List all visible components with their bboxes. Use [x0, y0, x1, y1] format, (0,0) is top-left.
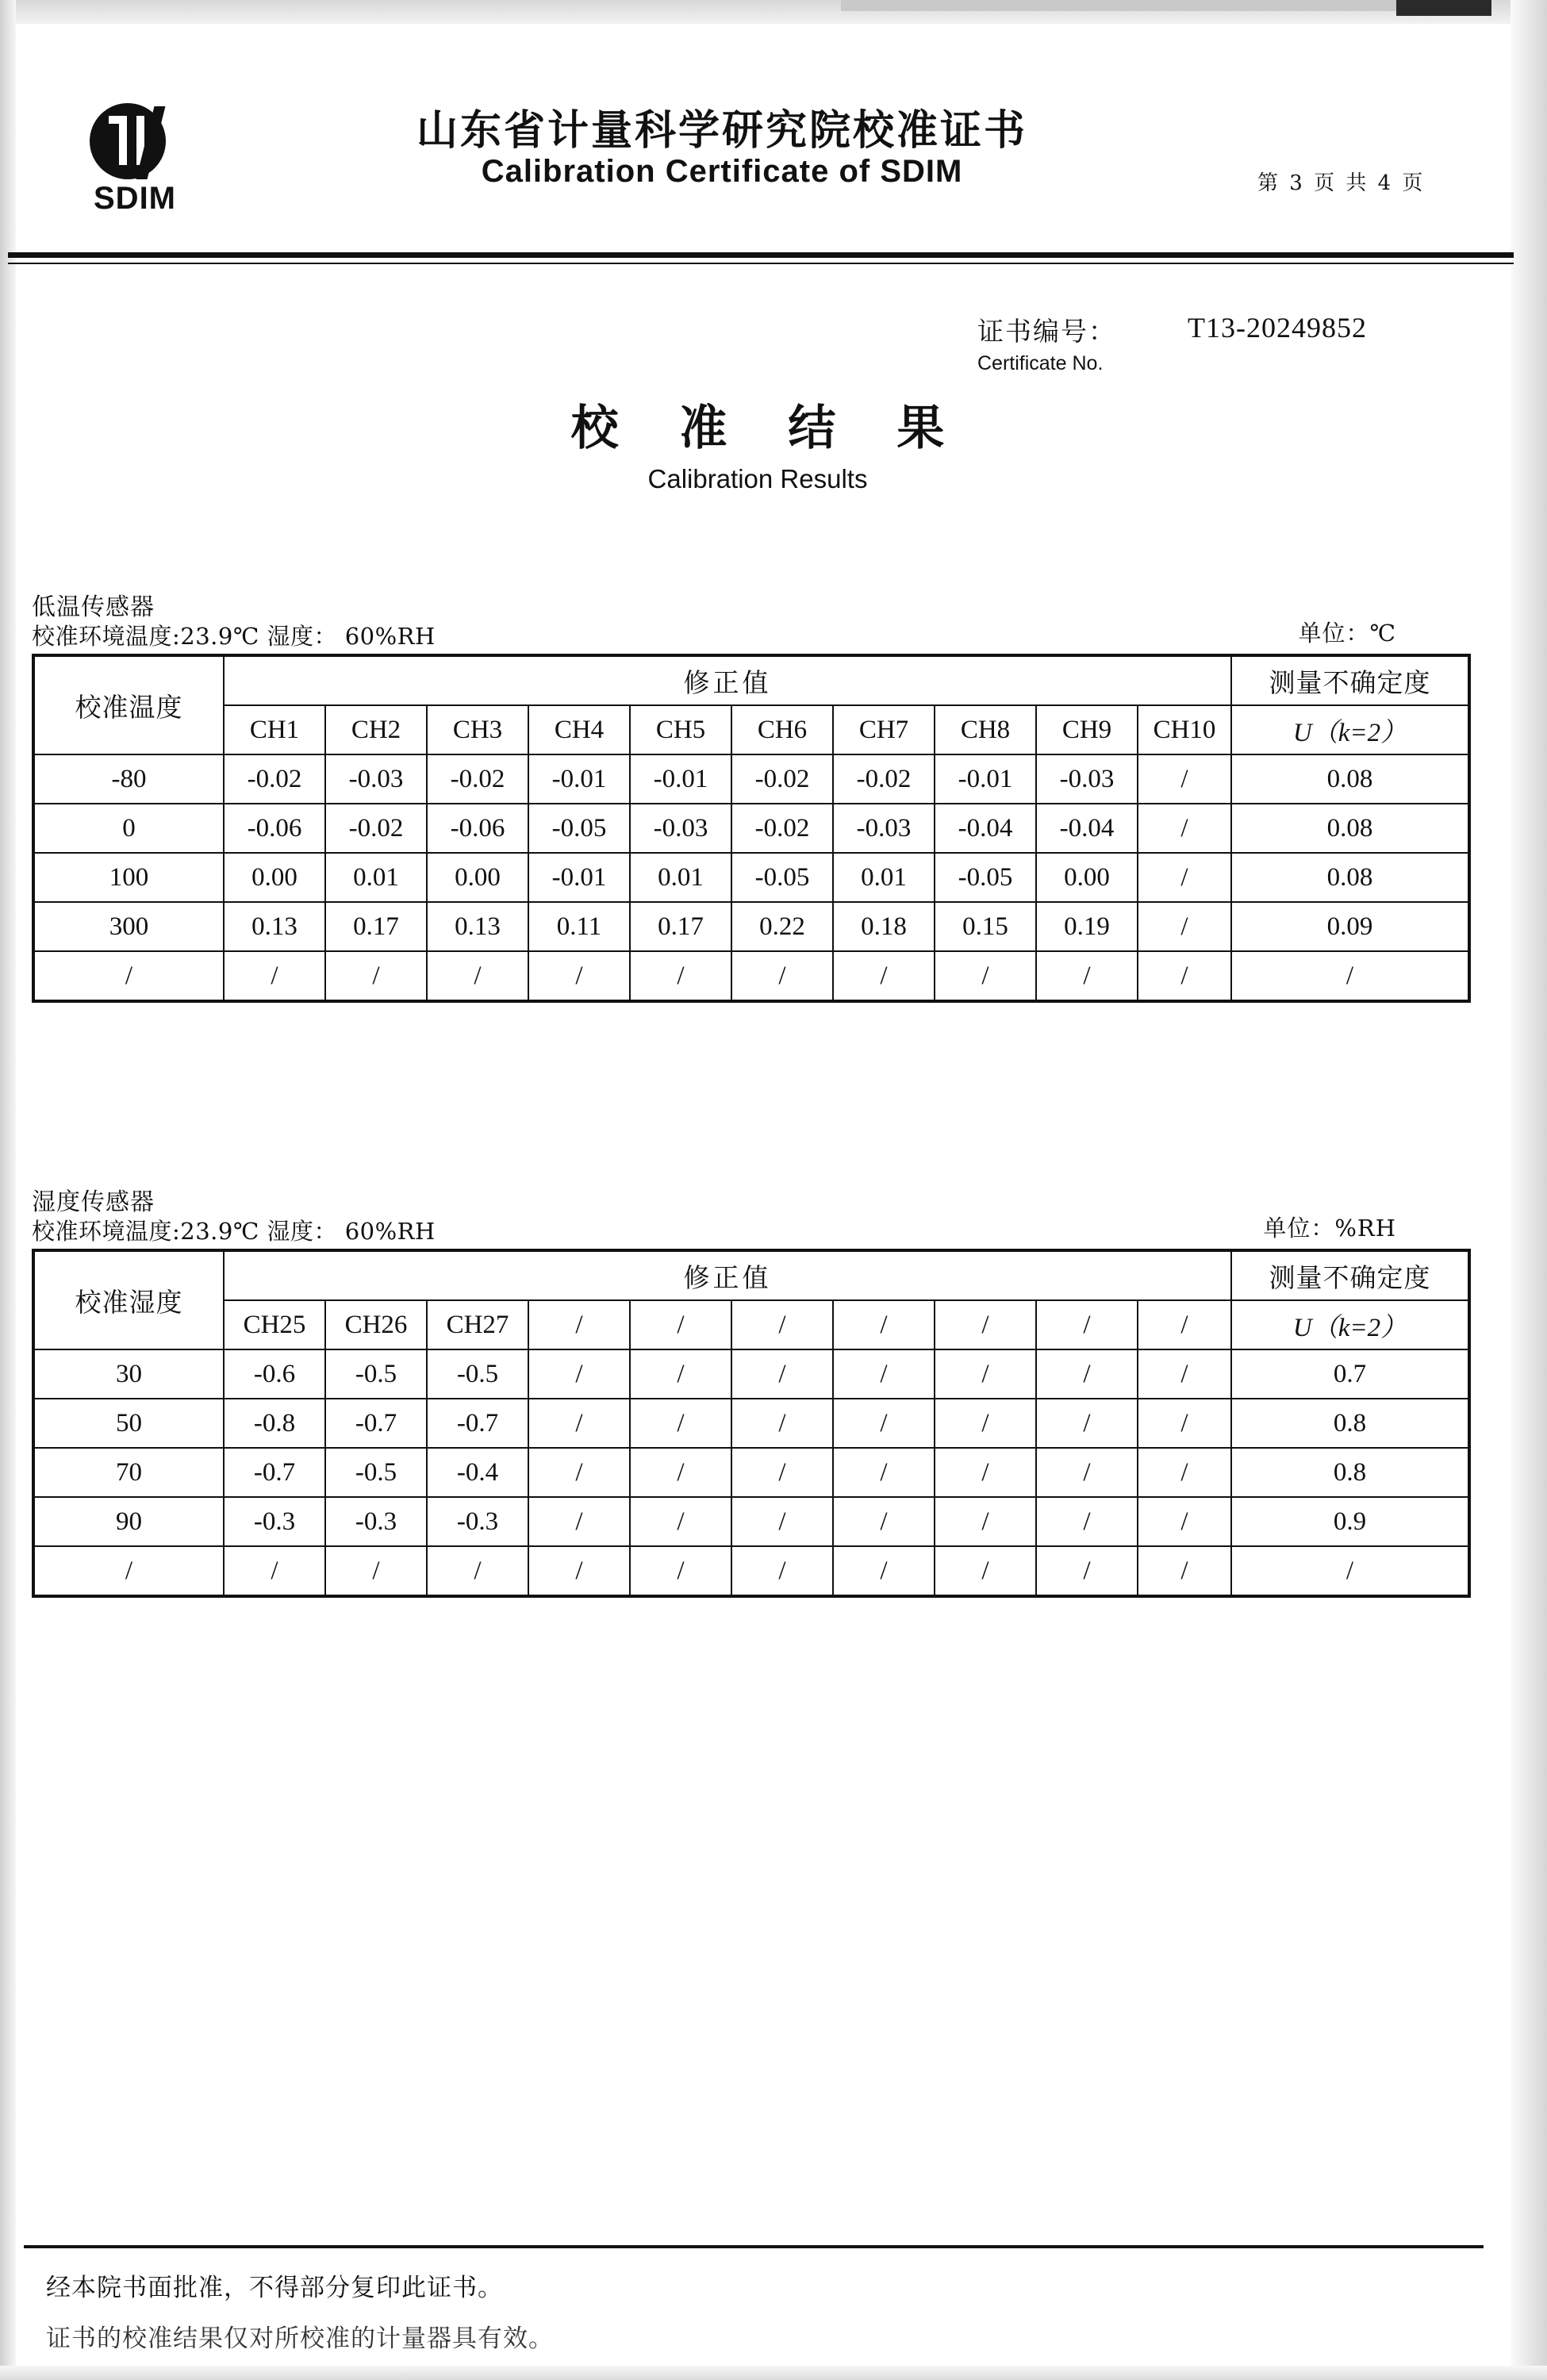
cell-value: -0.04 [935, 804, 1036, 853]
cell-uncertainty: 0.8 [1231, 1448, 1469, 1497]
scan-artifact-grey [841, 0, 1396, 11]
cell-value: / [1138, 902, 1231, 951]
scan-edge-left [0, 0, 16, 2380]
logo-text: SDIM [94, 181, 176, 216]
channel-header: / [833, 1300, 935, 1349]
scan-edge-right [1511, 0, 1547, 2380]
scan-artifact-dark [1396, 0, 1491, 16]
paper-sheet [14, 22, 1523, 2370]
cell-value: / [935, 1448, 1036, 1497]
cell-value: / [630, 1448, 731, 1497]
cell-value: / [935, 1497, 1036, 1546]
sdim-logo [67, 103, 202, 214]
table-row [33, 951, 1469, 1001]
cell-value: / [528, 1448, 630, 1497]
cell-value: -0.06 [224, 804, 325, 853]
cell-uncertainty: / [1231, 951, 1469, 1001]
cell-value: 0.11 [528, 902, 630, 951]
cell-value: -0.06 [427, 804, 528, 853]
cell-value: 0.00 [427, 853, 528, 902]
unit-label: 单位：%RH [1263, 1215, 1396, 1242]
cell-value: 0.18 [833, 902, 935, 951]
cell-value: -0.3 [325, 1497, 427, 1546]
channel-header: CH4 [528, 705, 630, 754]
cell-value: -0.03 [325, 754, 427, 804]
cell-value: / [833, 951, 935, 1001]
cell-value: / [833, 1497, 935, 1546]
cell-value: -0.05 [528, 804, 630, 853]
cell-value: / [427, 951, 528, 1001]
cell-value: -0.5 [325, 1349, 427, 1399]
cell-value: 0.01 [325, 853, 427, 902]
cell-value: -0.05 [731, 853, 833, 902]
uncertainty-symbol: U（k=2） [1231, 1300, 1469, 1349]
cell-value: / [630, 1399, 731, 1448]
channel-header: CH6 [731, 705, 833, 754]
channel-header: / [731, 1300, 833, 1349]
cell-value: -0.02 [731, 754, 833, 804]
cell-value: -0.5 [325, 1448, 427, 1497]
cell-value: 0.17 [325, 902, 427, 951]
table-header-row [33, 1250, 1469, 1300]
channel-header: / [1138, 1300, 1231, 1349]
cell-value: -0.02 [224, 754, 325, 804]
page-title-en: Calibration Certificate of SDIM [481, 154, 963, 189]
row-label: 90 [33, 1497, 224, 1546]
cell-value: / [731, 951, 833, 1001]
cell-value: / [731, 1546, 833, 1596]
cell-value: / [833, 1546, 935, 1596]
cell-value: / [528, 951, 630, 1001]
channel-header: CH26 [325, 1300, 427, 1349]
cell-value: -0.04 [1036, 804, 1138, 853]
col-header-correction-group: 修正值 [224, 655, 1231, 705]
cell-uncertainty: 0.8 [1231, 1399, 1469, 1448]
channel-header: CH25 [224, 1300, 325, 1349]
table-subheader-row [33, 705, 1469, 754]
uncertainty-symbol: U（k=2） [1231, 705, 1469, 754]
cell-value: / [1138, 754, 1231, 804]
sensor-type-label: 低温传感器 [32, 593, 155, 621]
cell-value: / [528, 1399, 630, 1448]
col-header-correction-group: 修正值 [224, 1250, 1231, 1300]
channel-header: CH7 [833, 705, 935, 754]
channel-header: CH1 [224, 705, 325, 754]
cell-value: -0.02 [833, 754, 935, 804]
cell-value: -0.02 [427, 754, 528, 804]
cell-value: / [325, 951, 427, 1001]
table-row [33, 1546, 1469, 1596]
cell-value: / [528, 1497, 630, 1546]
cell-value: / [935, 1349, 1036, 1399]
row-label: / [33, 1546, 224, 1596]
cell-value: / [630, 1497, 731, 1546]
scan-edge-bottom [0, 2366, 1547, 2380]
col-header-uncertainty: 测量不确定度 [1231, 1250, 1469, 1300]
certificate-no-label-cn: 证书编号： [977, 316, 1116, 347]
col-header-calibration-temperature: 校准温度 [33, 655, 224, 754]
header-rule-thin [8, 263, 1514, 264]
cell-value: 0.01 [833, 853, 935, 902]
cell-value: 0.22 [731, 902, 833, 951]
cell-uncertainty: 0.09 [1231, 902, 1469, 951]
table-header-row [33, 655, 1469, 705]
channel-header: CH3 [427, 705, 528, 754]
sensor-type-label: 湿度传感器 [32, 1188, 155, 1216]
table-subheader-row [33, 1300, 1469, 1349]
cell-value: / [1036, 1448, 1138, 1497]
table-row [33, 754, 1469, 804]
cell-value: -0.3 [224, 1497, 325, 1546]
channel-header: CH8 [935, 705, 1036, 754]
cell-value: / [935, 951, 1036, 1001]
cell-value: / [1036, 1546, 1138, 1596]
unit-label: 单位：℃ [1298, 620, 1396, 647]
col-header-uncertainty: 测量不确定度 [1231, 655, 1469, 705]
row-label: 100 [33, 853, 224, 902]
cell-value: / [630, 1546, 731, 1596]
channel-header: / [1036, 1300, 1138, 1349]
cell-value: -0.3 [427, 1497, 528, 1546]
cell-value: -0.02 [325, 804, 427, 853]
cell-value: / [1138, 1546, 1231, 1596]
row-label: -80 [33, 754, 224, 804]
page-indicator: 第 3 页 共 4 页 [1257, 171, 1426, 195]
channel-header: / [935, 1300, 1036, 1349]
cell-value: / [630, 951, 731, 1001]
cell-value: / [325, 1546, 427, 1596]
cell-value: 0.17 [630, 902, 731, 951]
section-heading-cn: 校 准 结 果 [570, 401, 967, 456]
cell-value: / [731, 1349, 833, 1399]
cell-value: -0.01 [528, 853, 630, 902]
cell-value: -0.01 [528, 754, 630, 804]
calibration-table-humidity [32, 1249, 1471, 1598]
cell-uncertainty: 0.08 [1231, 804, 1469, 853]
cell-value: 0.13 [427, 902, 528, 951]
table-row [33, 804, 1469, 853]
cell-value: / [1138, 951, 1231, 1001]
cell-value: / [935, 1399, 1036, 1448]
col-header-calibration-humidity: 校准湿度 [33, 1250, 224, 1349]
cell-value: / [1036, 1497, 1138, 1546]
table-row [33, 1448, 1469, 1497]
cell-uncertainty: / [1231, 1546, 1469, 1596]
cell-value: -0.03 [1036, 754, 1138, 804]
cell-value: / [1138, 1497, 1231, 1546]
cell-value: -0.7 [427, 1399, 528, 1448]
cell-uncertainty: 0.9 [1231, 1497, 1469, 1546]
cell-value: / [935, 1546, 1036, 1596]
cell-value: / [833, 1399, 935, 1448]
cell-value: -0.01 [935, 754, 1036, 804]
cell-value: / [1138, 1349, 1231, 1399]
cell-value: 0.15 [935, 902, 1036, 951]
cell-value: / [1036, 1399, 1138, 1448]
row-label: 0 [33, 804, 224, 853]
cell-value: -0.7 [224, 1448, 325, 1497]
cell-value: 0.00 [1036, 853, 1138, 902]
cell-value: -0.6 [224, 1349, 325, 1399]
certificate-header [32, 87, 1515, 246]
row-label: / [33, 951, 224, 1001]
cell-value: / [528, 1349, 630, 1399]
cell-uncertainty: 0.7 [1231, 1349, 1469, 1399]
channel-header: CH27 [427, 1300, 528, 1349]
table-row [33, 1399, 1469, 1448]
section-heading-en: Calibration Results [647, 464, 868, 493]
cell-value: / [1036, 1349, 1138, 1399]
cell-value: 0.01 [630, 853, 731, 902]
cell-value: / [1036, 951, 1138, 1001]
cell-value: / [731, 1399, 833, 1448]
cell-value: / [224, 1546, 325, 1596]
environment-conditions: 校准环境温度:23.9℃ 湿度： 60%RH [32, 623, 436, 650]
cell-value: / [833, 1349, 935, 1399]
cell-value: 0.19 [1036, 902, 1138, 951]
cell-value: -0.03 [833, 804, 935, 853]
table-row [33, 1497, 1469, 1546]
table-row [33, 902, 1469, 951]
footer-note-2: 证书的校准结果仅对所校准的计量器具有效。 [46, 2324, 554, 2353]
cell-value: / [630, 1349, 731, 1399]
page-title-cn: 山东省计量科学研究院校准证书 [416, 106, 1027, 155]
cell-value: -0.03 [630, 804, 731, 853]
footer-note-1: 经本院书面批准，不得部分复印此证书。 [46, 2274, 503, 2302]
cell-value: / [224, 951, 325, 1001]
calibration-table-temperature [32, 654, 1471, 1003]
cell-uncertainty: 0.08 [1231, 754, 1469, 804]
channel-header: CH5 [630, 705, 731, 754]
cell-value: / [731, 1497, 833, 1546]
cell-uncertainty: 0.08 [1231, 853, 1469, 902]
cell-value: -0.8 [224, 1399, 325, 1448]
table-row [33, 853, 1469, 902]
certificate-no-label-en: Certificate No. [977, 352, 1104, 374]
cell-value: / [1138, 1399, 1231, 1448]
channel-header: CH2 [325, 705, 427, 754]
cell-value: -0.01 [630, 754, 731, 804]
row-label: 50 [33, 1399, 224, 1448]
row-label: 70 [33, 1448, 224, 1497]
cell-value: / [1138, 853, 1231, 902]
cell-value: -0.5 [427, 1349, 528, 1399]
channel-header: CH10 [1138, 705, 1231, 754]
header-rule-thick [8, 252, 1514, 258]
channel-header: / [528, 1300, 630, 1349]
cell-value: / [1138, 1448, 1231, 1497]
row-label: 30 [33, 1349, 224, 1399]
certificate-no-value: T13-20249852 [1188, 312, 1367, 344]
channel-header: CH9 [1036, 705, 1138, 754]
table-row [33, 1349, 1469, 1399]
cell-value: / [528, 1546, 630, 1596]
cell-value: -0.05 [935, 853, 1036, 902]
cell-value: -0.02 [731, 804, 833, 853]
cell-value: / [1138, 804, 1231, 853]
cell-value: / [427, 1546, 528, 1596]
channel-header: / [630, 1300, 731, 1349]
cell-value: / [833, 1448, 935, 1497]
cell-value: 0.00 [224, 853, 325, 902]
cell-value: / [731, 1448, 833, 1497]
environment-conditions: 校准环境温度:23.9℃ 湿度： 60%RH [32, 1218, 436, 1245]
row-label: 300 [33, 902, 224, 951]
cell-value: 0.13 [224, 902, 325, 951]
cell-value: -0.7 [325, 1399, 427, 1448]
footer-rule [24, 2245, 1484, 2248]
cell-value: -0.4 [427, 1448, 528, 1497]
